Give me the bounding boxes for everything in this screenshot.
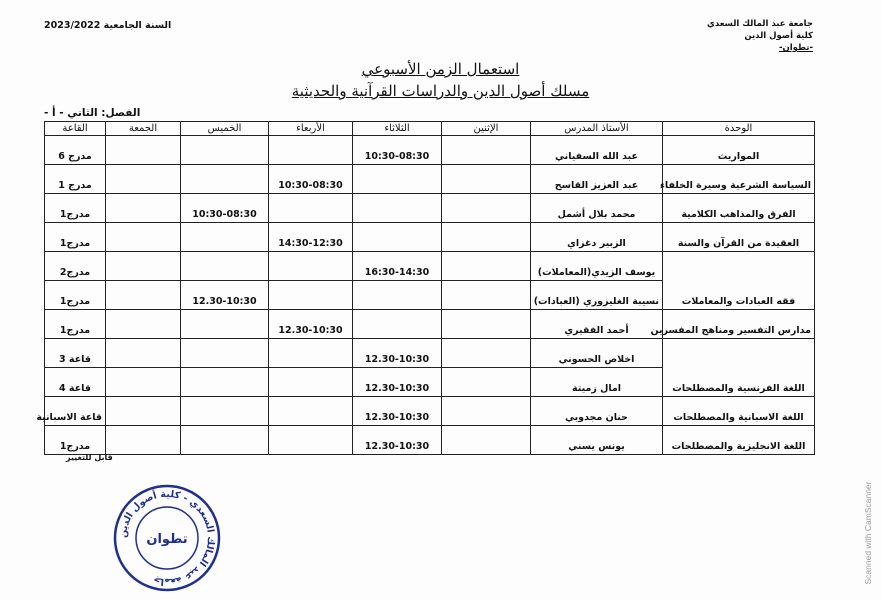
thursday-cell	[181, 136, 269, 165]
monday-cell	[442, 281, 531, 310]
teacher-cell: الزبير دغزاي	[531, 223, 663, 252]
program-title: مسلك أصول الدين والدراسات القرآنية والحديثية	[291, 82, 590, 100]
faculty-name: كلية أصول الدين	[744, 31, 813, 41]
wednesday-cell	[269, 397, 353, 426]
friday-cell	[106, 194, 181, 223]
friday-cell	[106, 136, 181, 165]
monday-cell	[442, 397, 531, 426]
teacher-cell: أحمد الفقيري	[531, 310, 663, 339]
table-header-row	[45, 122, 815, 136]
table-row	[45, 426, 815, 455]
thursday-cell	[181, 310, 269, 339]
monday-cell	[442, 165, 531, 194]
friday-cell	[106, 426, 181, 455]
unit-cell: اللغة الفرنسية والمصطلحات	[663, 339, 815, 397]
room-cell: مدرج 6	[45, 136, 106, 165]
thursday-cell	[181, 252, 269, 281]
monday-cell	[442, 426, 531, 455]
thursday-cell	[181, 165, 269, 194]
unit-cell: الفرق والمذاهب الكلامية	[663, 194, 815, 223]
teacher-cell: اخلاص الحسوني	[531, 339, 663, 368]
tuesday-cell: 16:30-14:30	[353, 252, 442, 281]
academic-year: السنة الجامعية 2023/2022	[44, 20, 172, 31]
col-header-thursday: الخميس	[181, 122, 269, 136]
friday-cell	[106, 252, 181, 281]
institution-header	[707, 18, 813, 54]
room-cell: مدرج 1	[45, 165, 106, 194]
tuesday-cell: 10:30-08:30	[353, 136, 442, 165]
thursday-cell: 10:30-08:30	[181, 194, 269, 223]
thursday-cell	[181, 426, 269, 455]
wednesday-cell: 10:30-08:30	[269, 165, 353, 194]
col-header-friday: الجمعة	[106, 122, 181, 136]
friday-cell	[106, 368, 181, 397]
table-row	[45, 339, 815, 368]
teacher-cell: يونس يسني	[531, 426, 663, 455]
col-header-unit: الوحدة	[663, 122, 815, 136]
room-cell: قاعة 3	[45, 339, 106, 368]
thursday-cell	[181, 368, 269, 397]
tuesday-cell: 12.30-10:30	[353, 397, 442, 426]
table-row	[45, 310, 815, 339]
monday-cell	[442, 223, 531, 252]
wednesday-cell	[269, 252, 353, 281]
unit-cell: مدارس التفسير ومناهج المفسرين	[663, 310, 815, 339]
room-cell: مدرج1	[45, 426, 106, 455]
unit-cell: اللغة الانجليزية والمصطلحات	[663, 426, 815, 455]
city-name: -تطوان-	[778, 43, 813, 53]
wednesday-cell	[269, 136, 353, 165]
semester-label: الفصل: الثاني - أ -	[44, 107, 141, 119]
thursday-cell	[181, 339, 269, 368]
col-header-tuesday: الثلاثاء	[353, 122, 442, 136]
monday-cell	[442, 252, 531, 281]
col-header-monday: الإثنين	[442, 122, 531, 136]
friday-cell	[106, 165, 181, 194]
teacher-cell: عبد الله السفياني	[531, 136, 663, 165]
page-title: استعمال الزمن الأسبوعي	[361, 60, 520, 78]
friday-cell	[106, 339, 181, 368]
wednesday-cell: 12.30-10:30	[269, 310, 353, 339]
room-cell: مدرج1	[45, 281, 106, 310]
schedule-table	[36, 121, 815, 455]
tuesday-cell: 12.30-10:30	[353, 426, 442, 455]
monday-cell	[442, 339, 531, 368]
monday-cell	[442, 310, 531, 339]
col-header-wednesday: الأربعاء	[269, 122, 353, 136]
stamp-center-text: تطوان	[146, 532, 188, 547]
tuesday-cell	[353, 194, 442, 223]
unit-cell: العقيدة من القرآن والسنة	[663, 223, 815, 252]
wednesday-cell	[269, 339, 353, 368]
wednesday-cell	[269, 281, 353, 310]
monday-cell	[442, 136, 531, 165]
table-row	[45, 252, 815, 281]
room-cell: مدرج1	[45, 223, 106, 252]
tuesday-cell	[353, 281, 442, 310]
teacher-cell: نسيبة الغليزوري (العبادات)	[531, 281, 663, 310]
friday-cell	[106, 223, 181, 252]
tuesday-cell	[353, 310, 442, 339]
table-row	[45, 194, 815, 223]
table-row	[45, 223, 815, 252]
wednesday-cell: 14:30-12:30	[269, 223, 353, 252]
faculty-stamp	[112, 483, 222, 593]
friday-cell	[106, 397, 181, 426]
friday-cell	[106, 310, 181, 339]
room-cell: مدرج2	[45, 252, 106, 281]
tuesday-cell: 12.30-10:30	[353, 368, 442, 397]
teacher-cell: امال زميتة	[531, 368, 663, 397]
col-header-teacher: الأستاذ المدرس	[531, 122, 663, 136]
wednesday-cell	[269, 194, 353, 223]
room-cell: قاعة 4	[45, 368, 106, 397]
change-note: قابل للتغيير	[66, 453, 113, 462]
thursday-cell	[181, 397, 269, 426]
teacher-cell: يوسف الزيدي(المعاملات)	[531, 252, 663, 281]
monday-cell	[442, 368, 531, 397]
table-row	[45, 165, 815, 194]
monday-cell	[442, 194, 531, 223]
thursday-cell	[181, 223, 269, 252]
unit-cell: المواريث	[663, 136, 815, 165]
unit-cell: اللغة الاسبانية والمصطلحات	[663, 397, 815, 426]
thursday-cell: 12.30-10:30	[181, 281, 269, 310]
wednesday-cell	[269, 426, 353, 455]
table-row	[45, 397, 815, 426]
university-name: جامعة عبد المالك السعدي	[707, 19, 813, 29]
teacher-cell: عبد العزيز القاسح	[531, 165, 663, 194]
room-cell: مدرج1	[45, 194, 106, 223]
unit-cell: السياسة الشرعية وسيرة الخلفاء	[663, 165, 815, 194]
friday-cell	[106, 281, 181, 310]
room-cell: قاعة الاسبانية	[45, 397, 106, 426]
room-cell: مدرج1	[45, 310, 106, 339]
tuesday-cell	[353, 223, 442, 252]
tuesday-cell: 12.30-10:30	[353, 339, 442, 368]
col-header-room: القاعة	[45, 122, 106, 136]
tuesday-cell	[353, 165, 442, 194]
unit-cell: فقه العبادات والمعاملات	[663, 252, 815, 310]
scanner-watermark: Scanned with CamScanner	[863, 480, 873, 585]
table-row	[45, 136, 815, 165]
wednesday-cell	[269, 368, 353, 397]
stamp-ring-text: جامعة عبد المالك السعدي - كلية أصول الدين	[117, 488, 217, 588]
teacher-cell: حنان مجدوبي	[531, 397, 663, 426]
teacher-cell: محمد بلال أشمل	[531, 194, 663, 223]
